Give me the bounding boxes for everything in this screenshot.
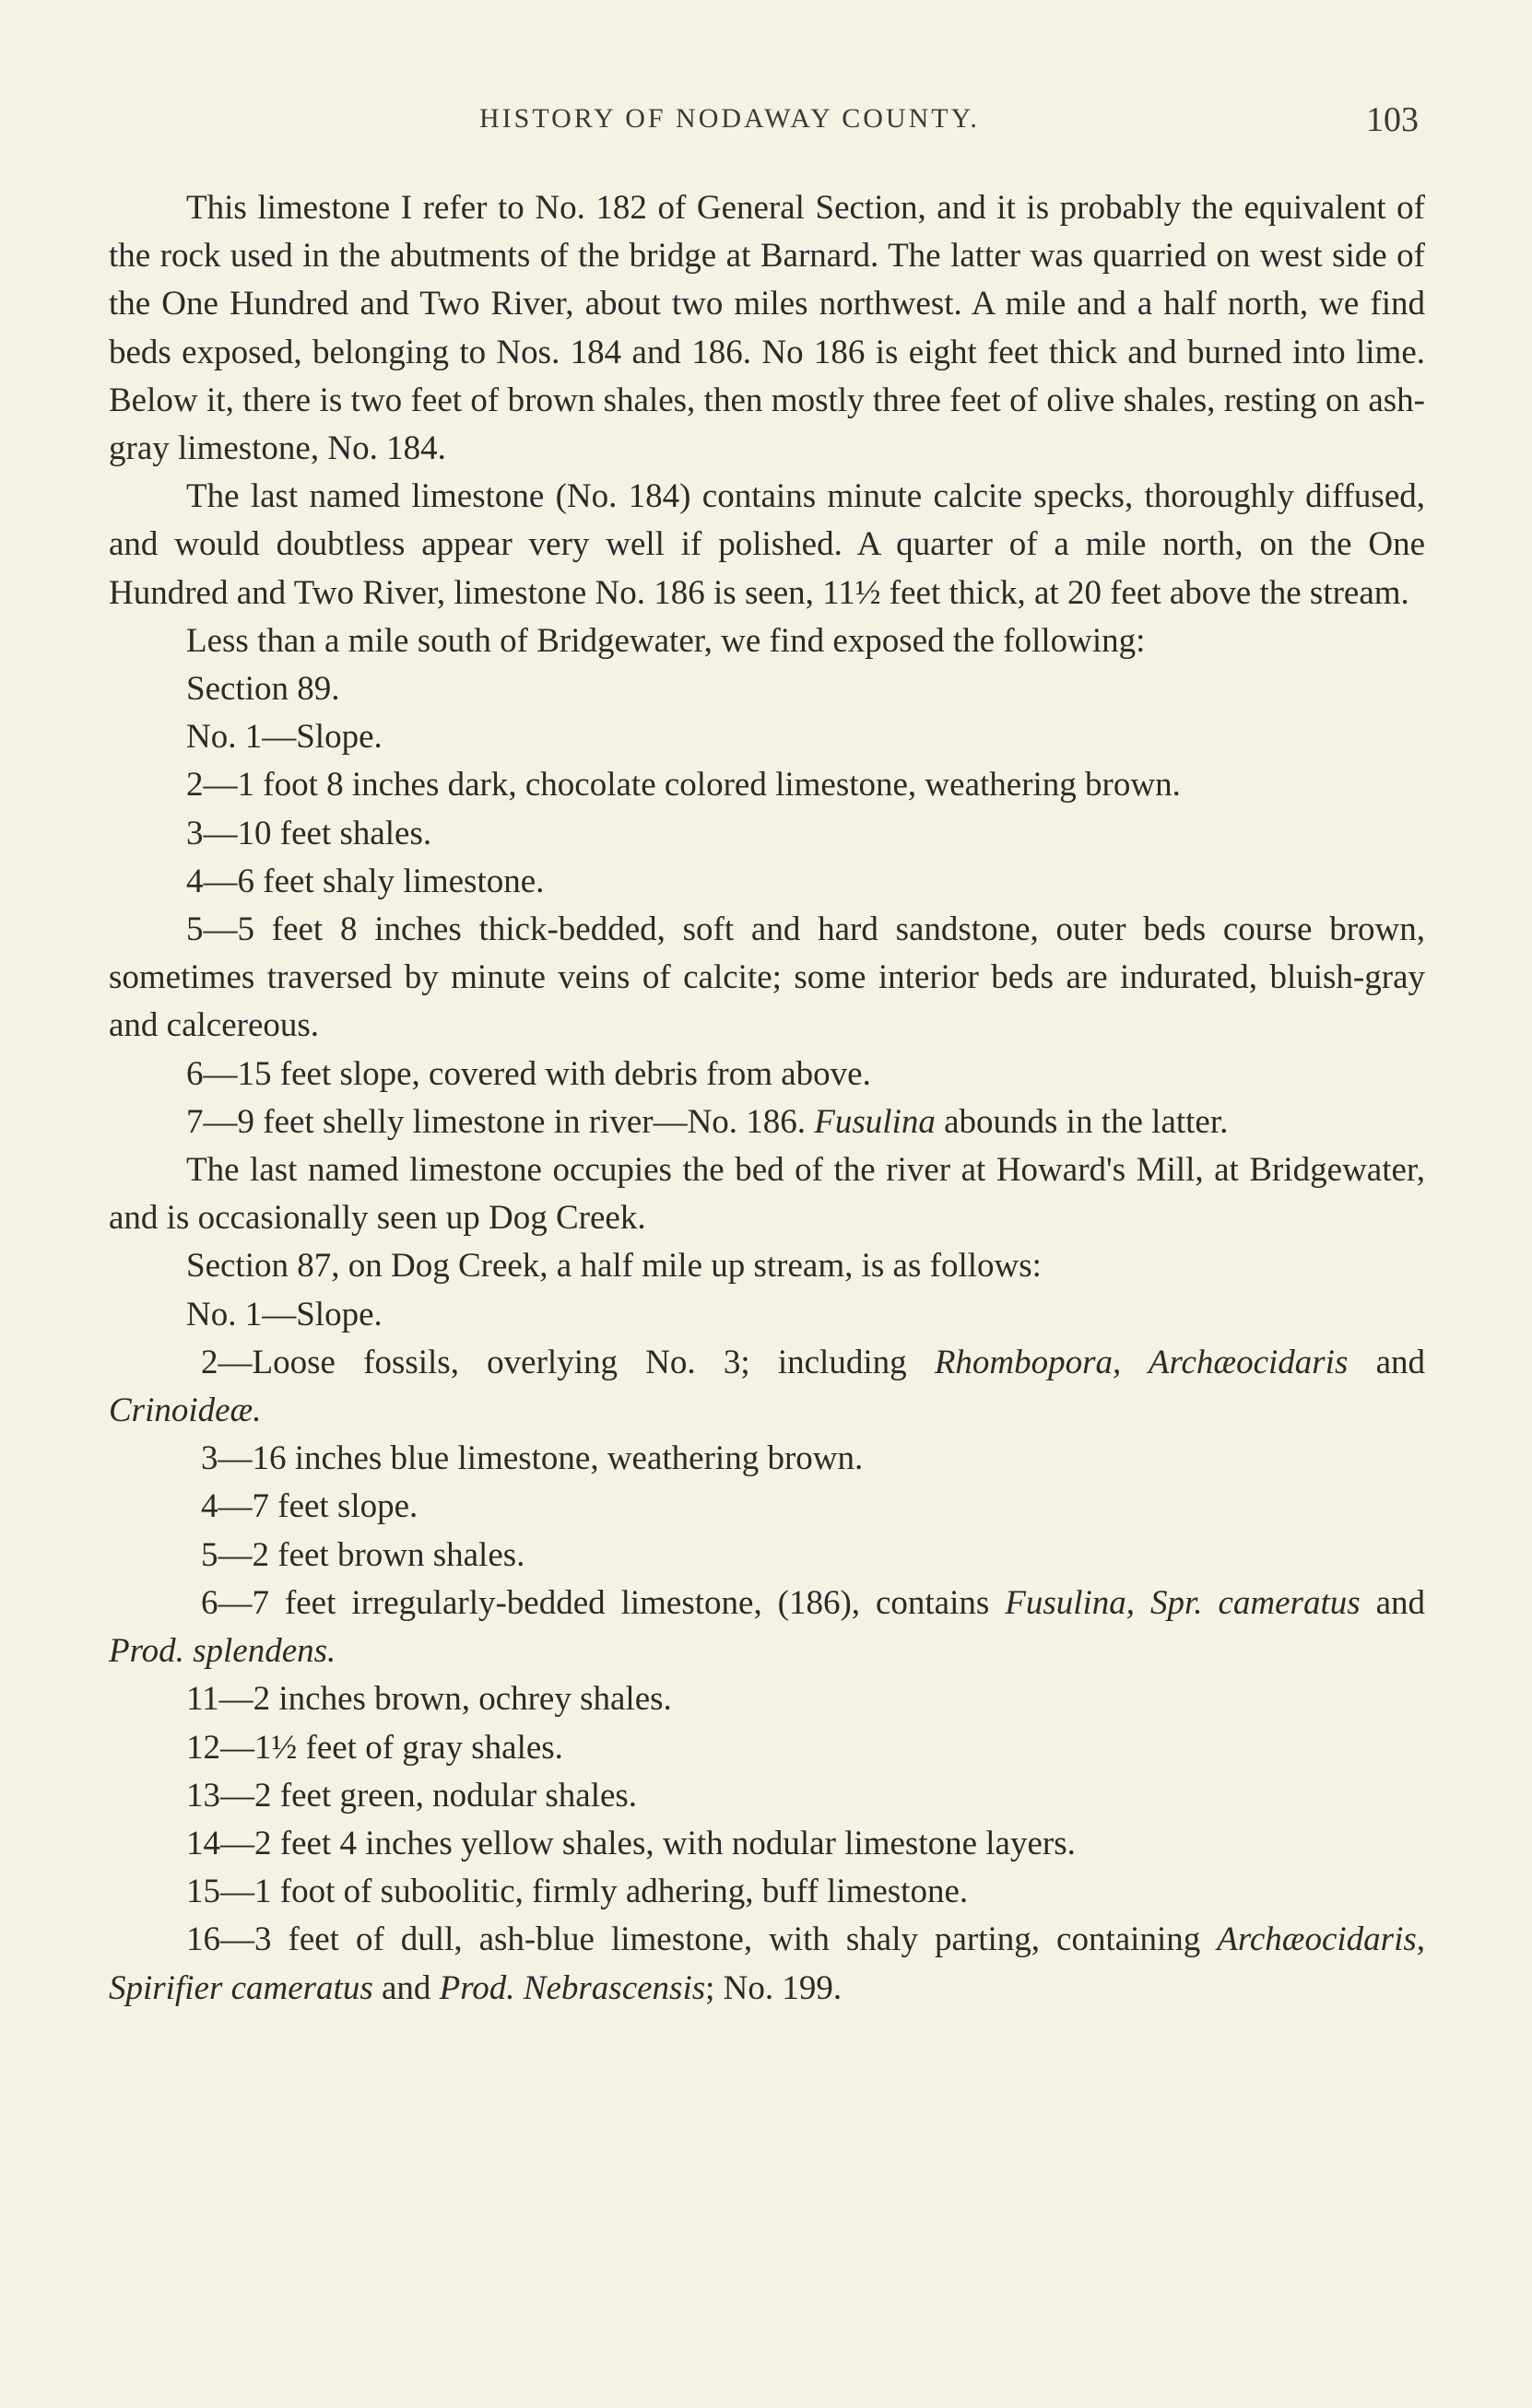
section-item xyxy=(109,1580,1425,1675)
item-text: 7—9 feet shelly limestone in river—No. 186. xyxy=(186,1102,815,1141)
body-text xyxy=(109,184,1425,2013)
fossil-name: Crinoideæ. xyxy=(109,1392,262,1430)
fossil-name: Fusulina xyxy=(814,1102,936,1141)
section-item: 6—15 feet slope, covered with debris from above. xyxy=(186,1054,871,1093)
section-heading: Section 87, on Dog Creek, a half mile up stream, is as follows: xyxy=(186,1247,1042,1286)
item-text: 2—Loose fossils, overlying No. 3; including xyxy=(201,1343,935,1381)
item-text: and xyxy=(1348,1343,1425,1381)
paragraph: Less than a mile south of Bridgewater, we find exposed the following: xyxy=(186,621,1146,660)
fossil-name: Fusulina, Spr. cameratus xyxy=(1005,1583,1361,1622)
page-header xyxy=(0,100,1532,149)
section-item: 3—10 feet shales. xyxy=(186,814,432,852)
fossil-name: Archæocidaris, Spirifier cameratus xyxy=(109,1921,1425,2007)
section-item: 14—2 feet 4 inches yellow shales, with nodular limestone layers. xyxy=(186,1824,1076,1862)
section-item: 4—6 feet shaly limestone. xyxy=(186,862,545,900)
section-item: 5—5 feet 8 inches thick-bedded, soft and hard sandstone, outer beds course brown, sometimes traversed by minute veins of calcite; some interior beds are indurated, bluish-gray and calcereous. xyxy=(109,910,1425,1045)
item-text: 6—7 feet irregularly-bedded limestone, (186), contains xyxy=(201,1583,1006,1622)
section-item: 5—2 feet brown shales. xyxy=(201,1535,525,1574)
section-item xyxy=(109,1916,1425,2012)
section-item xyxy=(109,1098,1425,1146)
section-item: 3—16 inches blue limestone, weathering brown. xyxy=(201,1439,864,1478)
fossil-name: Rhombopora, Archæocidaris xyxy=(934,1343,1349,1381)
section-item: No. 1—Slope. xyxy=(186,1295,383,1333)
paragraph: This limestone I refer to No. 182 of General Section, and it is probably the equivalent of the rock used in the abutments of the bridge at Barnard. The latter was quarried on west side of the One Hundred and Two River, about two miles northwest. A mile and a half north, we find beds exposed, belonging to Nos. 184 and 186. No 186 is eight feet thick and burned into lime. Below it, there is two feet of brown shales, then mostly three feet of olive shales, resting on ash-gray limestone, No. 184. xyxy=(109,189,1425,468)
item-text: 16—3 feet of dull, ash-blue limestone, with shaly parting, containing xyxy=(186,1921,1218,1959)
page-number: 103 xyxy=(1366,100,1419,139)
running-title: HISTORY OF NODAWAY COUNTY. xyxy=(479,103,980,134)
fossil-name: Prod. splendens. xyxy=(109,1632,336,1671)
section-heading: Section 89. xyxy=(186,670,340,709)
paragraph: The last named limestone occupies the bed of the river at Howard's Mill, at Bridgewater, and is occasionally seen up Dog Creek. xyxy=(109,1151,1425,1238)
section-item: 12—1½ feet of gray shales. xyxy=(186,1728,563,1767)
paragraph: The last named limestone (No. 184) contains minute calcite specks, thoroughly diffused, and would doubtless appear very well if polished. A quarter of a mile north, on the One Hundred and Two River, limestone No. 186 is seen, 11½ feet thick, at 20 feet above the stream. xyxy=(109,477,1425,612)
section-item: 11—2 inches brown, ochrey shales. xyxy=(186,1680,672,1719)
fossil-name: Prod. Nebrascensis xyxy=(439,1968,706,2007)
section-item xyxy=(109,1339,1425,1435)
item-text: ; No. 199. xyxy=(705,1968,843,2007)
section-item: 13—2 feet green, nodular shales. xyxy=(186,1776,638,1815)
item-text: and xyxy=(372,1968,440,2007)
section-item: 15—1 foot of suboolitic, firmly adhering, buff limestone. xyxy=(186,1873,969,1911)
section-item: 4—7 feet slope. xyxy=(201,1487,418,1526)
section-item: 2—1 foot 8 inches dark, chocolate colored limestone, weathering brown. xyxy=(186,766,1181,805)
item-text: and xyxy=(1360,1583,1425,1622)
item-text: abounds in the latter. xyxy=(935,1102,1229,1141)
section-item: No. 1—Slope. xyxy=(186,718,383,757)
